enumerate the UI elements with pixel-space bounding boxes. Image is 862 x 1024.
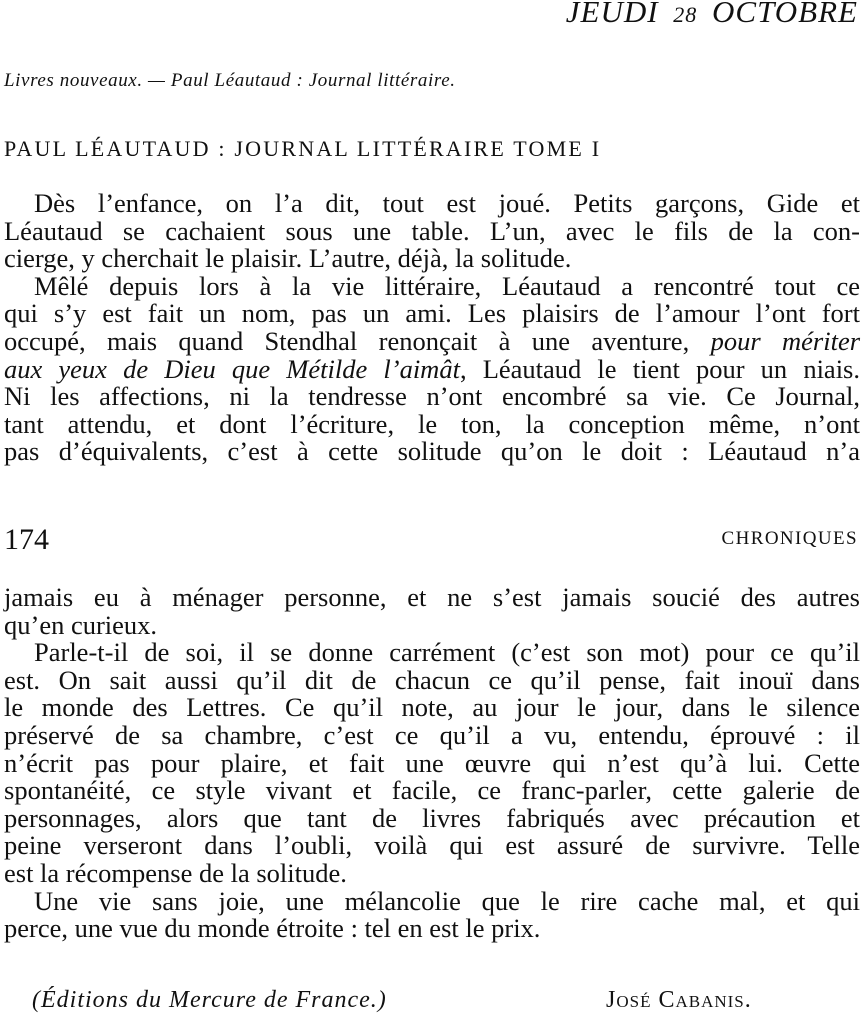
text-line: Mêlé depuis lors à la vie littéraire, Léautaud a rencontré tout ce [34, 270, 860, 301]
text-fragment: , Léautaud le tient pour un niais. [459, 353, 860, 384]
text-line: préservé de sa chambre, c’est ce qu’il a vu, entendu, éprouvé : il [4, 719, 860, 750]
publisher-credit: (Éditions du Mercure de France.) [32, 987, 387, 1013]
text-line: perce, une vue du monde étroite : tel en est le prix. [4, 913, 541, 944]
text-line: qui s’y est fait un nom, pas un ami. Les plaisirs de l’amour l’ont fort [4, 298, 860, 329]
text-line: cierge, y cherchait le plaisir. L’autre, déjà, la solitude. [4, 243, 572, 274]
running-title: CHRONIQUES [721, 528, 858, 549]
page-number: 174 [4, 523, 49, 556]
text-line: personnages, alors que tant de livres fabriqués avec précaution et [4, 802, 860, 833]
review-text-part-2 [4, 584, 860, 943]
running-head [566, 0, 858, 30]
text-line: peine verseront dans l’oubli, voilà qui est assuré de survivre. Telle [4, 830, 860, 861]
running-head-day: JEUDI [565, 0, 659, 29]
text-line [4, 325, 861, 356]
text-line [4, 353, 860, 384]
text-line: Une vie sans joie, une mélancolie que le rire cache mal, et qui [34, 885, 860, 916]
subtitle: Livres nouveaux. — Paul Léautaud : Journal littéraire. [4, 70, 456, 91]
running-head-date: 28 [673, 2, 698, 27]
running-head-month: OCTOBRE [712, 0, 858, 29]
text-line: spontanéité, ce style vivant et facile, ce franc-parler, cette galerie de [4, 775, 860, 806]
text-line: qu’en curieux. [4, 609, 158, 640]
text-line: Léautaud se cachaient sous une table. L’un, avec le fils de la con- [4, 215, 860, 246]
text-line: Parle-t-il de soi, il se donne carrément (c’est son mot) pour ce qu’il [34, 637, 860, 668]
text-fragment: occupé, mais quand Stendhal renonçait à une aventure, [4, 325, 690, 356]
author-signature: José Cabanis. [606, 987, 752, 1013]
text-line: Ni les affections, ni la tendresse n’ont encombré sa vie. Ce Journal, [4, 381, 860, 412]
text-line: jamais eu à ménager personne, et ne s’est jamais soucié des autres [4, 582, 860, 612]
text-line: n’écrit pas pour plaire, et fait une œuvre qui n’est qu’à lui. Cette [4, 747, 860, 778]
text-line: Dès l’enfance, on l’a dit, tout est joué. Petits garçons, Gide et [34, 188, 860, 218]
text-line: pas d’équivalents, c’est à cette solitude qu’on le doit : Léautaud n’a [4, 436, 860, 467]
text-line: est. On sait aussi qu’il dit de chacun ce qu’il pense, fait inouï dans [4, 664, 860, 695]
text-line: est la récompense de la solitude. [4, 857, 347, 888]
stendhal-quote-end: aux yeux de Dieu que Métilde l’aimât [4, 353, 460, 384]
text-line: le monde des Lettres. Ce qu’il note, au jour le jour, dans le silence [4, 692, 860, 723]
review-text-part-1 [4, 190, 860, 466]
section-title: PAUL LÉAUTAUD : JOURNAL LITTÉRAIRE TOME I [4, 136, 602, 161]
stendhal-quote-start: pour mériter [710, 325, 861, 356]
text-line: tant attendu, et dont l’écriture, le ton, la conception même, n’ont [4, 408, 860, 439]
